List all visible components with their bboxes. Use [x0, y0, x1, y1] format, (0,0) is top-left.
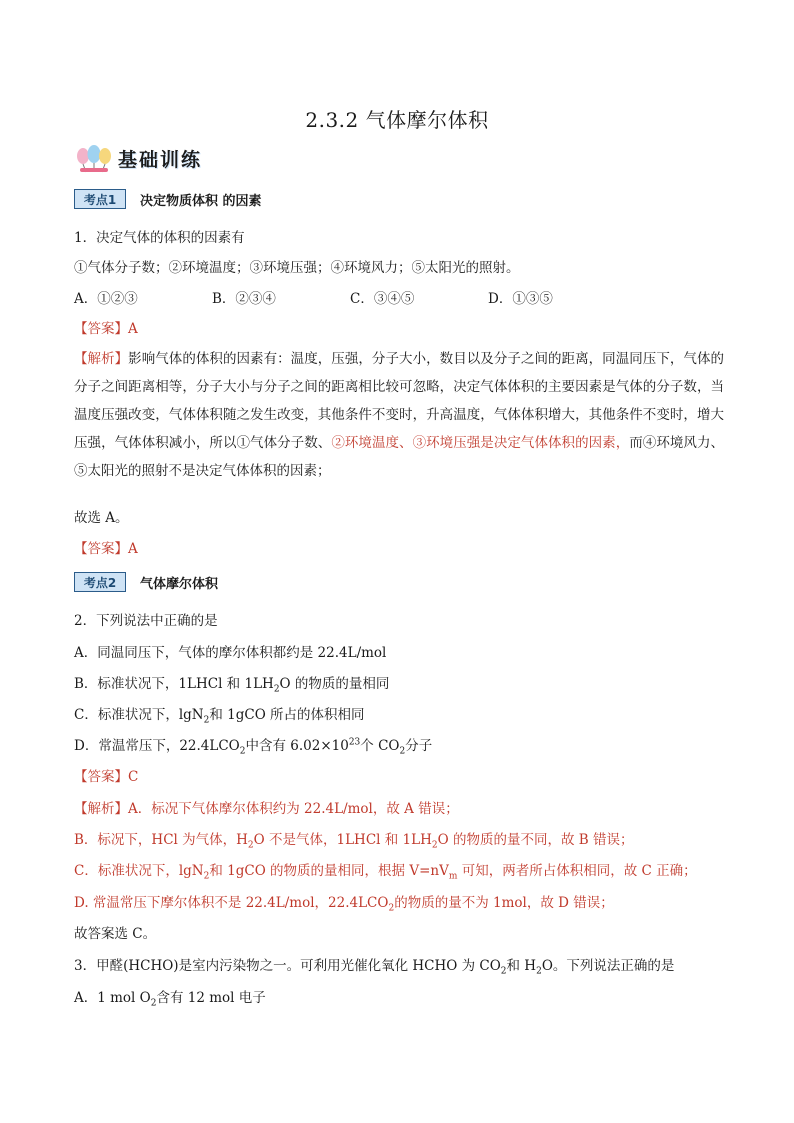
option-c: C．③④⑤	[350, 291, 415, 307]
text: 分子	[405, 738, 433, 754]
page-title: 2.3.2 气体摩尔体积	[305, 108, 489, 132]
subscript: 2	[203, 871, 210, 882]
text: 的物质的量不为 1mol，故 D 错误；	[394, 895, 614, 911]
analysis-1	[74, 345, 724, 485]
conclusion-2: 故答案选 C。	[74, 926, 157, 942]
answer-1-repeat	[74, 539, 724, 559]
subscript: 2	[203, 715, 210, 726]
analysis-2-a	[74, 799, 724, 819]
kaodian-1	[74, 188, 262, 210]
answer-label: 【答案】	[74, 541, 128, 557]
subscript: 2	[536, 966, 542, 977]
question-2-option-d	[74, 736, 724, 756]
section-banner	[74, 143, 202, 173]
option-a: A．①②③	[74, 291, 138, 307]
subscript: 2	[399, 746, 406, 757]
text: D. 常温常压下摩尔体积不是 22.4L/mol，22.4LCO	[74, 895, 389, 911]
question-3-stem	[74, 956, 724, 976]
subscript: 2	[388, 903, 395, 914]
answer-value: A	[128, 541, 138, 557]
answer-label: 【答案】	[74, 321, 128, 337]
kaodian-badge: 考点1	[74, 189, 126, 209]
text: O 的物质的量不同，故 B 错误；	[437, 832, 634, 848]
banner-label: 基础训练	[118, 148, 203, 171]
question-2-stem: 2．下列说法中正确的是	[74, 613, 218, 629]
kaodian-2	[74, 571, 218, 593]
text: 含有 12 mol 电子	[156, 990, 266, 1006]
kaodian-title: 气体摩尔体积	[140, 576, 219, 592]
text: A．1 mol O	[74, 990, 151, 1006]
subscript: 2	[500, 966, 507, 977]
question-1-items: ①气体分子数；②环境温度；③环境压强；④环境风力；⑤太阳光的照射。	[74, 260, 520, 276]
text: 中含有 6.02×10	[245, 738, 349, 754]
answer-1	[74, 319, 724, 339]
question-2-option-b	[74, 674, 724, 694]
analysis-label: 【解析】	[74, 351, 129, 367]
subscript: 2	[239, 746, 246, 757]
text: 和 1gCO 的物质的量相同，根据 V=nV	[209, 863, 449, 879]
subscript: 2	[150, 998, 157, 1009]
conclusion-1: 故选 A。	[74, 510, 129, 526]
text: O 的物质的量相同	[279, 676, 390, 692]
analysis-2-c	[74, 861, 724, 881]
kaodian-badge: 考点2	[74, 572, 126, 592]
text: O 不是气体，1LHCl 和 1LH	[253, 832, 432, 848]
answer-2	[74, 767, 724, 787]
subscript: 2	[431, 840, 438, 851]
question-1-stem: 1．决定气体的体积的因素有	[74, 230, 245, 246]
question-3-option-a	[74, 988, 724, 1008]
analysis-2-b	[74, 830, 724, 850]
analysis-text: 影响气体的体积的因素有：温度，压强，分子大小，数目以及分子之间的距离，同温同压下，气体的分子之间距离相等，分子大小与分子之间的距离相比较可忽略，决定气体体积的主要因素是气体的分子数，当温度压强改变，气体体积随之发生改变，其他条件不变时，升高温度，气体体积增大，其他条件不变时，增大压强，气体体积减小，所以①气体分子数、	[74, 351, 725, 451]
analysis-tail: 而④环境风力、⑤太阳光的照射不是决定气体体积的因素；	[74, 435, 725, 479]
superscript: 23	[348, 737, 361, 748]
question-2-option-c	[74, 705, 724, 725]
question-1-options	[74, 289, 724, 309]
kaodian-title: 决定物质体积 的因素	[140, 193, 262, 209]
text: 个 CO	[360, 738, 400, 754]
text: 和 1gCO 所占的体积相同	[209, 707, 365, 723]
option-b: B．②③④	[212, 291, 276, 307]
analysis-label: 【解析】	[74, 801, 128, 817]
answer-value: A	[128, 321, 138, 337]
answer-label: 【答案】	[74, 769, 128, 785]
subscript: m	[448, 871, 458, 882]
option-d: D．①③⑤	[488, 291, 553, 307]
text: C．标准状况下，lgN	[74, 863, 204, 879]
balloons-icon	[74, 143, 114, 173]
answer-value: C	[128, 769, 139, 785]
question-2-option-a: A．同温同压下，气体的摩尔体积都约是 22.4L/mol	[74, 645, 387, 661]
subscript: 2	[247, 840, 254, 851]
text: 可知，两者所占体积相同，故 C 正确；	[457, 863, 697, 879]
text: 和 H	[506, 958, 537, 974]
text: D．常温常压下，22.4LCO	[74, 738, 240, 754]
text: C．标准状况下，lgN	[74, 707, 204, 723]
subscript: 2	[273, 684, 280, 695]
analysis-highlight: ②环境温度、③环境压强是决定气体体积的因素，	[331, 435, 630, 451]
text: B．标准状况下，1LHCl 和 1LH	[74, 676, 274, 692]
analysis-text: A．标况下气体摩尔体积约为 22.4L/mol，故 A 错误；	[128, 801, 459, 817]
text: O。下列说法正确的是	[541, 958, 675, 974]
text: B．标况下，HCl 为气体，H	[74, 832, 248, 848]
text: 3．甲醛(HCHO)是室内污染物之一。可利用光催化氧化 HCHO 为 CO	[74, 958, 501, 974]
analysis-2-d	[74, 893, 724, 913]
